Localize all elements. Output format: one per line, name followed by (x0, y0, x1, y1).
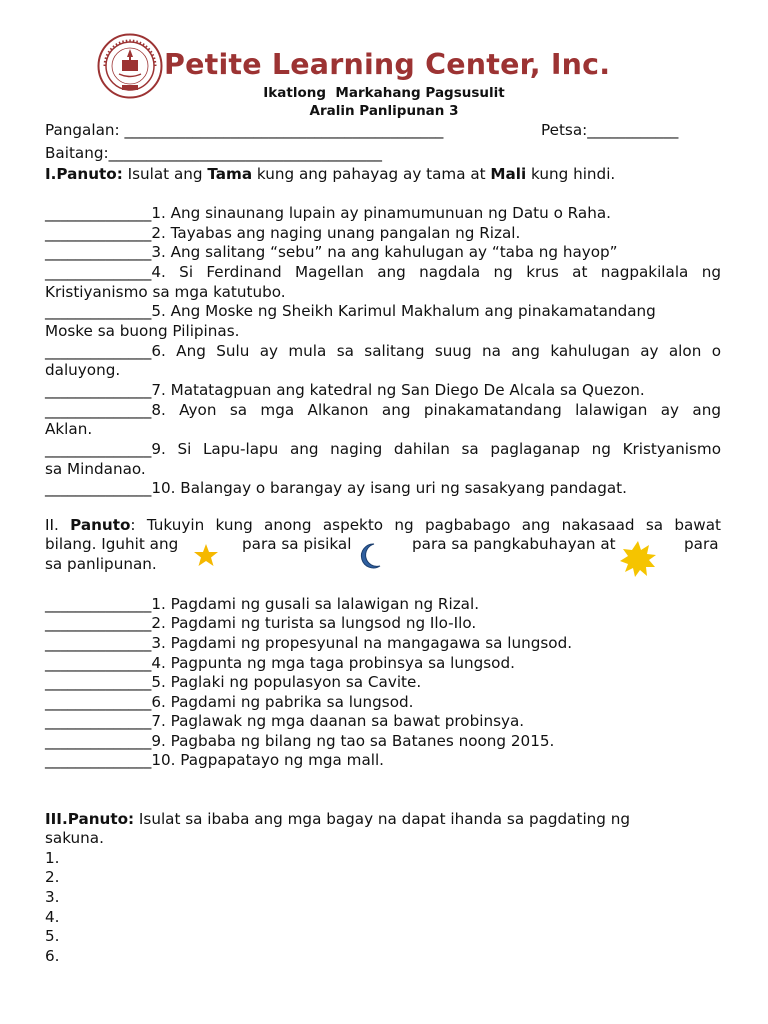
part2-item-3[interactable]: ______________3. Pagdami ng propesyunal na mangagawa sa lungsod. (45, 634, 573, 652)
part2-label: Panuto (70, 516, 131, 534)
part1-item-8[interactable]: ______________8. Ayon sa mga Alkanon ang pinakamatandang lalawigan ay ang (45, 401, 721, 419)
part1-instr-c: kung hindi. (526, 165, 616, 183)
part2-item-6[interactable]: ______________6. Pagdami ng pabrika sa lungsod. (45, 693, 414, 711)
part2-item-9[interactable]: ______________9. Pagbaba ng bilang ng tao sa Batanes noong 2015. (45, 732, 555, 750)
name-field[interactable]: Pangalan: __________________________________________ (45, 121, 444, 139)
part1-item-2[interactable]: ______________2. Tayabas ang naging unang pangalan ng Rizal. (45, 224, 521, 242)
star-icon (193, 543, 219, 567)
part2-item-2[interactable]: ______________2. Pagdami ng turista sa lungsod ng Ilo-Ilo. (45, 614, 477, 632)
part2-item-4[interactable]: ______________4. Pagpunta ng mga taga probinsya sa lungsod. (45, 654, 515, 672)
sun-icon (619, 540, 657, 578)
part1-item-4[interactable]: ______________4. Si Ferdinand Magellan ang nagdala ng krus at nagpakilala ng (45, 263, 721, 281)
part3-item-4[interactable]: 4. (45, 908, 60, 926)
part1-label: I.Panuto: (45, 165, 123, 183)
part1-item-8-cont: Aklan. (45, 420, 93, 438)
part1-instructions (45, 165, 615, 184)
exam-title: Ikatlong Markahang Pagsusulit (263, 85, 505, 101)
part3-instructions (45, 810, 630, 829)
part1-item-5-cont: Moske sa buong Pilipinas. (45, 322, 240, 340)
part1-item-4-cont: Kristiyanismo sa mga katutubo. (45, 283, 286, 301)
part2-item-7[interactable]: ______________7. Paglawak ng mga daanan sa bawat probinsya. (45, 712, 525, 730)
part2-line2-a: bilang. Iguhit ang (45, 535, 179, 553)
part2-line2-c: para sa pangkabuhayan at (412, 535, 616, 553)
part1-item-3[interactable]: ______________3. Ang salitang “sebu” na ang kahulugan ay “taba ng hayop” (45, 243, 618, 261)
part2-label-a: II. (45, 516, 71, 534)
part1-item-9[interactable]: ______________9. Si Lapu-lapu ang naging dahilan sa paglaganap ng Kristyanismo (45, 440, 721, 458)
part3-item-2[interactable]: 2. (45, 868, 60, 886)
part1-mali: Mali (490, 165, 527, 183)
part3-instr-cont: sakuna. (45, 829, 104, 847)
part2-instructions-line1 (45, 516, 721, 535)
part1-item-1[interactable]: ______________1. Ang sinaunang lupain ay pinamumunuan ng Datu o Raha. (45, 204, 611, 222)
part1-instr-b: kung ang pahayag ay tama at (252, 165, 491, 183)
part3-item-3[interactable]: 3. (45, 888, 60, 906)
part1-item-6-cont: daluyong. (45, 361, 121, 379)
part2-line1: : Tukuyin kung anong aspekto ng pagbabago ang nakasaad sa bawat (130, 516, 721, 534)
part1-item-7[interactable]: ______________7. Matatagpuan ang katedral ng San Diego De Alcala sa Quezon. (45, 381, 645, 399)
part3-item-6[interactable]: 6. (45, 947, 60, 965)
subject-title: Aralin Panlipunan 3 (309, 103, 459, 119)
part2-line2-b: para sa pisikal (242, 535, 352, 553)
part3-item-1[interactable]: 1. (45, 849, 60, 867)
part1-item-6[interactable]: ______________6. Ang Sulu ay mula sa salitang suug na ang kahulugan ay alon o (45, 342, 721, 360)
date-field[interactable]: Petsa:____________ (541, 121, 679, 139)
part2-item-1[interactable]: ______________1. Pagdami ng gusali sa lalawigan ng Rizal. (45, 595, 480, 613)
part1-tama: Tama (207, 165, 253, 183)
moon-icon (355, 542, 383, 570)
part1-item-5[interactable]: ______________5. Ang Moske ng Sheikh Karimul Makhalum ang pinakamatandang (45, 302, 656, 320)
grade-field[interactable]: Baitang:____________________________________ (45, 144, 382, 162)
part1-item-10[interactable]: ______________10. Balangay o barangay ay isang uri ng sasakyang pandagat. (45, 479, 627, 497)
part2-line2-d: para (684, 535, 719, 553)
part3-item-5[interactable]: 5. (45, 927, 60, 945)
part3-instr: Isulat sa ibaba ang mga bagay na dapat ihanda sa pagdating ng (134, 810, 631, 828)
part1-item-9-cont: sa Mindanao. (45, 460, 146, 478)
part2-line3: sa panlipunan. (45, 555, 157, 573)
part1-instr-a: Isulat ang (122, 165, 208, 183)
part2-item-10[interactable]: ______________10. Pagpapatayo ng mga mall. (45, 751, 385, 769)
part3-label: III.Panuto: (45, 810, 135, 828)
part2-item-5[interactable]: ______________5. Paglaki ng populasyon sa Cavite. (45, 673, 422, 691)
school-name: Petite Learning Center, Inc. (164, 48, 611, 81)
